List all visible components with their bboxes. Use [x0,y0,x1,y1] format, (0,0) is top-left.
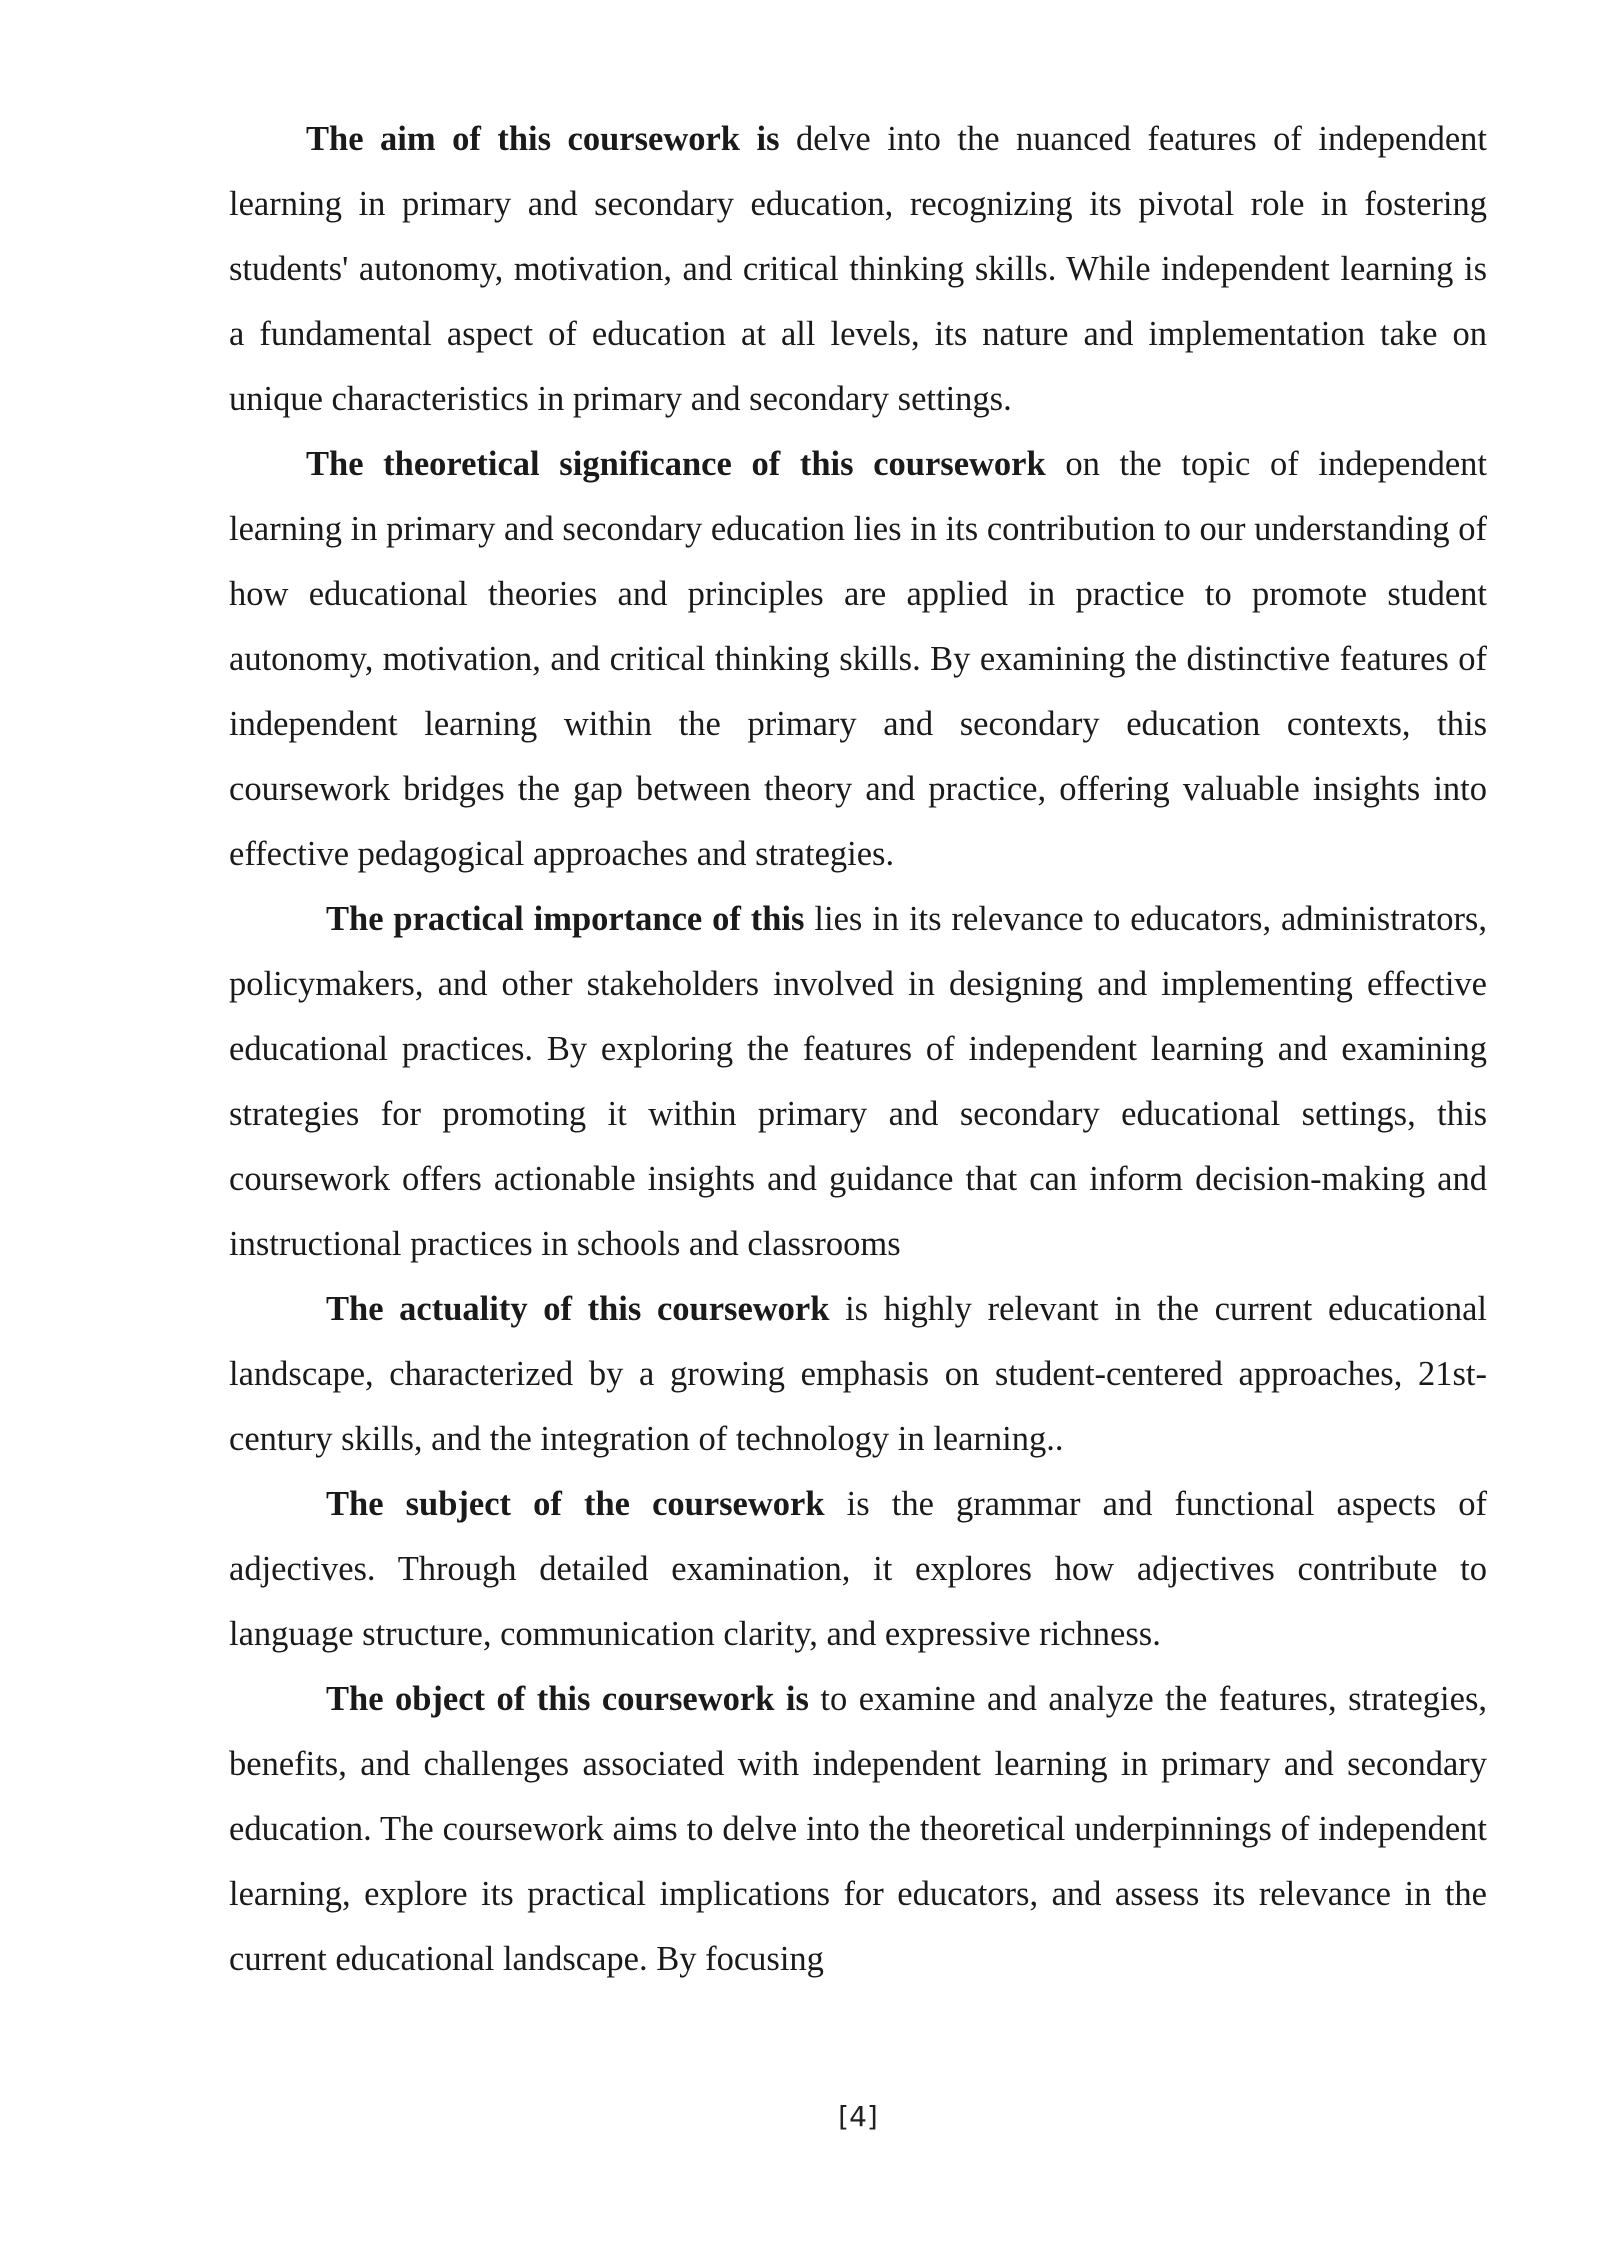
paragraph-actuality [229,1277,1487,1472]
paragraph-object [229,1667,1487,1992]
paragraph-aim [229,107,1487,432]
document-body [229,107,1487,1992]
paragraph-lead: The practical importance of this [326,900,805,938]
paragraph-theoretical-significance [229,432,1487,887]
page-number: [4] [838,2100,878,2133]
paragraph-practical-importance [229,887,1487,1277]
paragraph-lead: The object of this coursework is [326,1680,809,1718]
paragraph-lead: The subject of the coursework [326,1485,825,1523]
paragraph-subject [229,1472,1487,1667]
paragraph-lead: The actuality of this coursework [326,1290,830,1328]
paragraph-text: is highly relevant in the current educational landscape, characterized by a growing emphasis on student-centered approaches, 21st-century skills, and the integration of technology in learning.. [229,1290,1487,1458]
paragraph-text: is the grammar and functional aspects of adjectives. Through detailed examination, it explores how adjectives contribute to language structure, communication clarity, and expressive richness. [229,1485,1487,1653]
paragraph-text: on the topic of independent learning in primary and secondary education lies in its contribution to our understanding of how educational theories and principles are applied in practice to promote student autonomy, motivation, and critical thinking skills. By examining the distinctive features of independent learning within the primary and secondary education contexts, this coursework bridges the gap between theory and practice, offering valuable insights into effective pedagogical approaches and strategies. [229,445,1487,873]
paragraph-lead: The aim of this coursework is [306,120,780,158]
paragraph-text: to examine and analyze the features, strategies, benefits, and challenges associated with independent learning in primary and secondary education. The coursework aims to delve into the theoretical underpinnings of independent learning, explore its practical implications for educators, and assess its relevance in the current educational landscape. By focusing [229,1680,1487,1978]
paragraph-lead: The theoretical significance of this coursework [306,445,1046,483]
paragraph-text: delve into the nuanced features of independent learning in primary and secondary education, recognizing its pivotal role in fostering students' autonomy, motivation, and critical thinking skills. While independent learning is a fundamental aspect of education at all levels, its nature and implementation take on unique characteristics in primary and secondary settings. [229,120,1487,418]
paragraph-text: lies in its relevance to educators, administrators, policymakers, and other stakeholders involved in designing and implementing effective educational practices. By exploring the features of independent learning and examining strategies for promoting it within primary and secondary educational settings, this coursework offers actionable insights and guidance that can inform decision-making and instructional practices in schools and classrooms [229,900,1487,1263]
